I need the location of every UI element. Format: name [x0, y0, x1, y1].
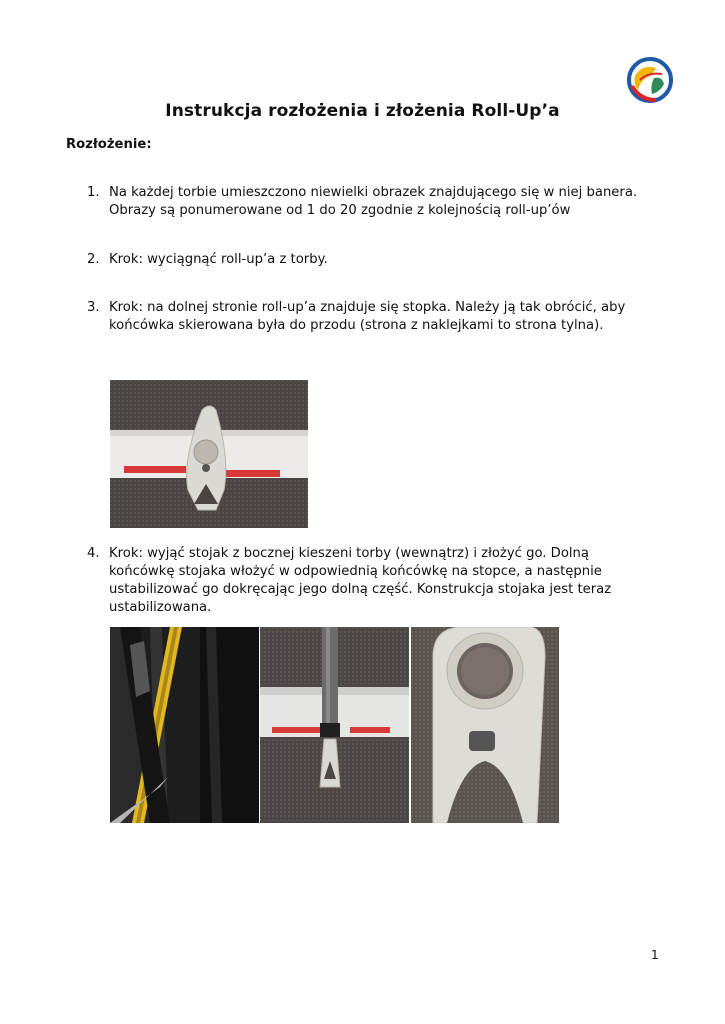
step-number: 4. [87, 546, 100, 561]
step-line: Krok: wyciągnąć roll-up’a z torby. [109, 252, 328, 267]
pole-foot-photo [260, 627, 409, 823]
document-title: Instrukcja rozłożenia i złożenia Roll-Up’a [165, 101, 560, 121]
step-number: 3. [87, 300, 100, 315]
globe-logo-icon [626, 56, 674, 104]
step-line: końcówka skierowana była do przodu (strona z naklejkami to strona tylna). [109, 318, 604, 333]
step-text [109, 299, 669, 335]
section-heading: Rozłożenie: [66, 137, 152, 152]
page-number: 1 [651, 948, 659, 962]
step-line: Obrazy są ponumerowane od 1 do 20 zgodnie z kolejnością roll-up’ów [109, 203, 571, 218]
step-text [109, 251, 669, 269]
rollup-foot-photo [110, 380, 308, 528]
step-line: Na każdej torbie umieszczono niewielki obrazek znajdującego się w niej banera. [109, 185, 638, 200]
svg-text:·····: ····· [652, 67, 659, 72]
bag-pocket-photo [110, 627, 259, 823]
step-text [109, 545, 669, 617]
step-number: 2. [87, 252, 100, 267]
foot-closeup-photo [411, 627, 559, 823]
step-line: ustabilizować go dokręcając jego dolną część. Konstrukcja stojaka jest teraz [109, 582, 612, 597]
step-number: 1. [87, 185, 100, 200]
step-line: końcówkę stojaka włożyć w odpowiednią końcówkę na stopce, a następnie [109, 564, 602, 579]
step-line: Krok: na dolnej stronie roll-up’a znajduje się stopka. Należy ją tak obrócić, aby [109, 300, 626, 315]
step-text [109, 184, 669, 220]
step-line: Krok: wyjąć stojak z bocznej kieszeni torby (wewnątrz) i złożyć go. Dolną [109, 546, 589, 561]
step-line: ustabilizowana. [109, 600, 212, 615]
